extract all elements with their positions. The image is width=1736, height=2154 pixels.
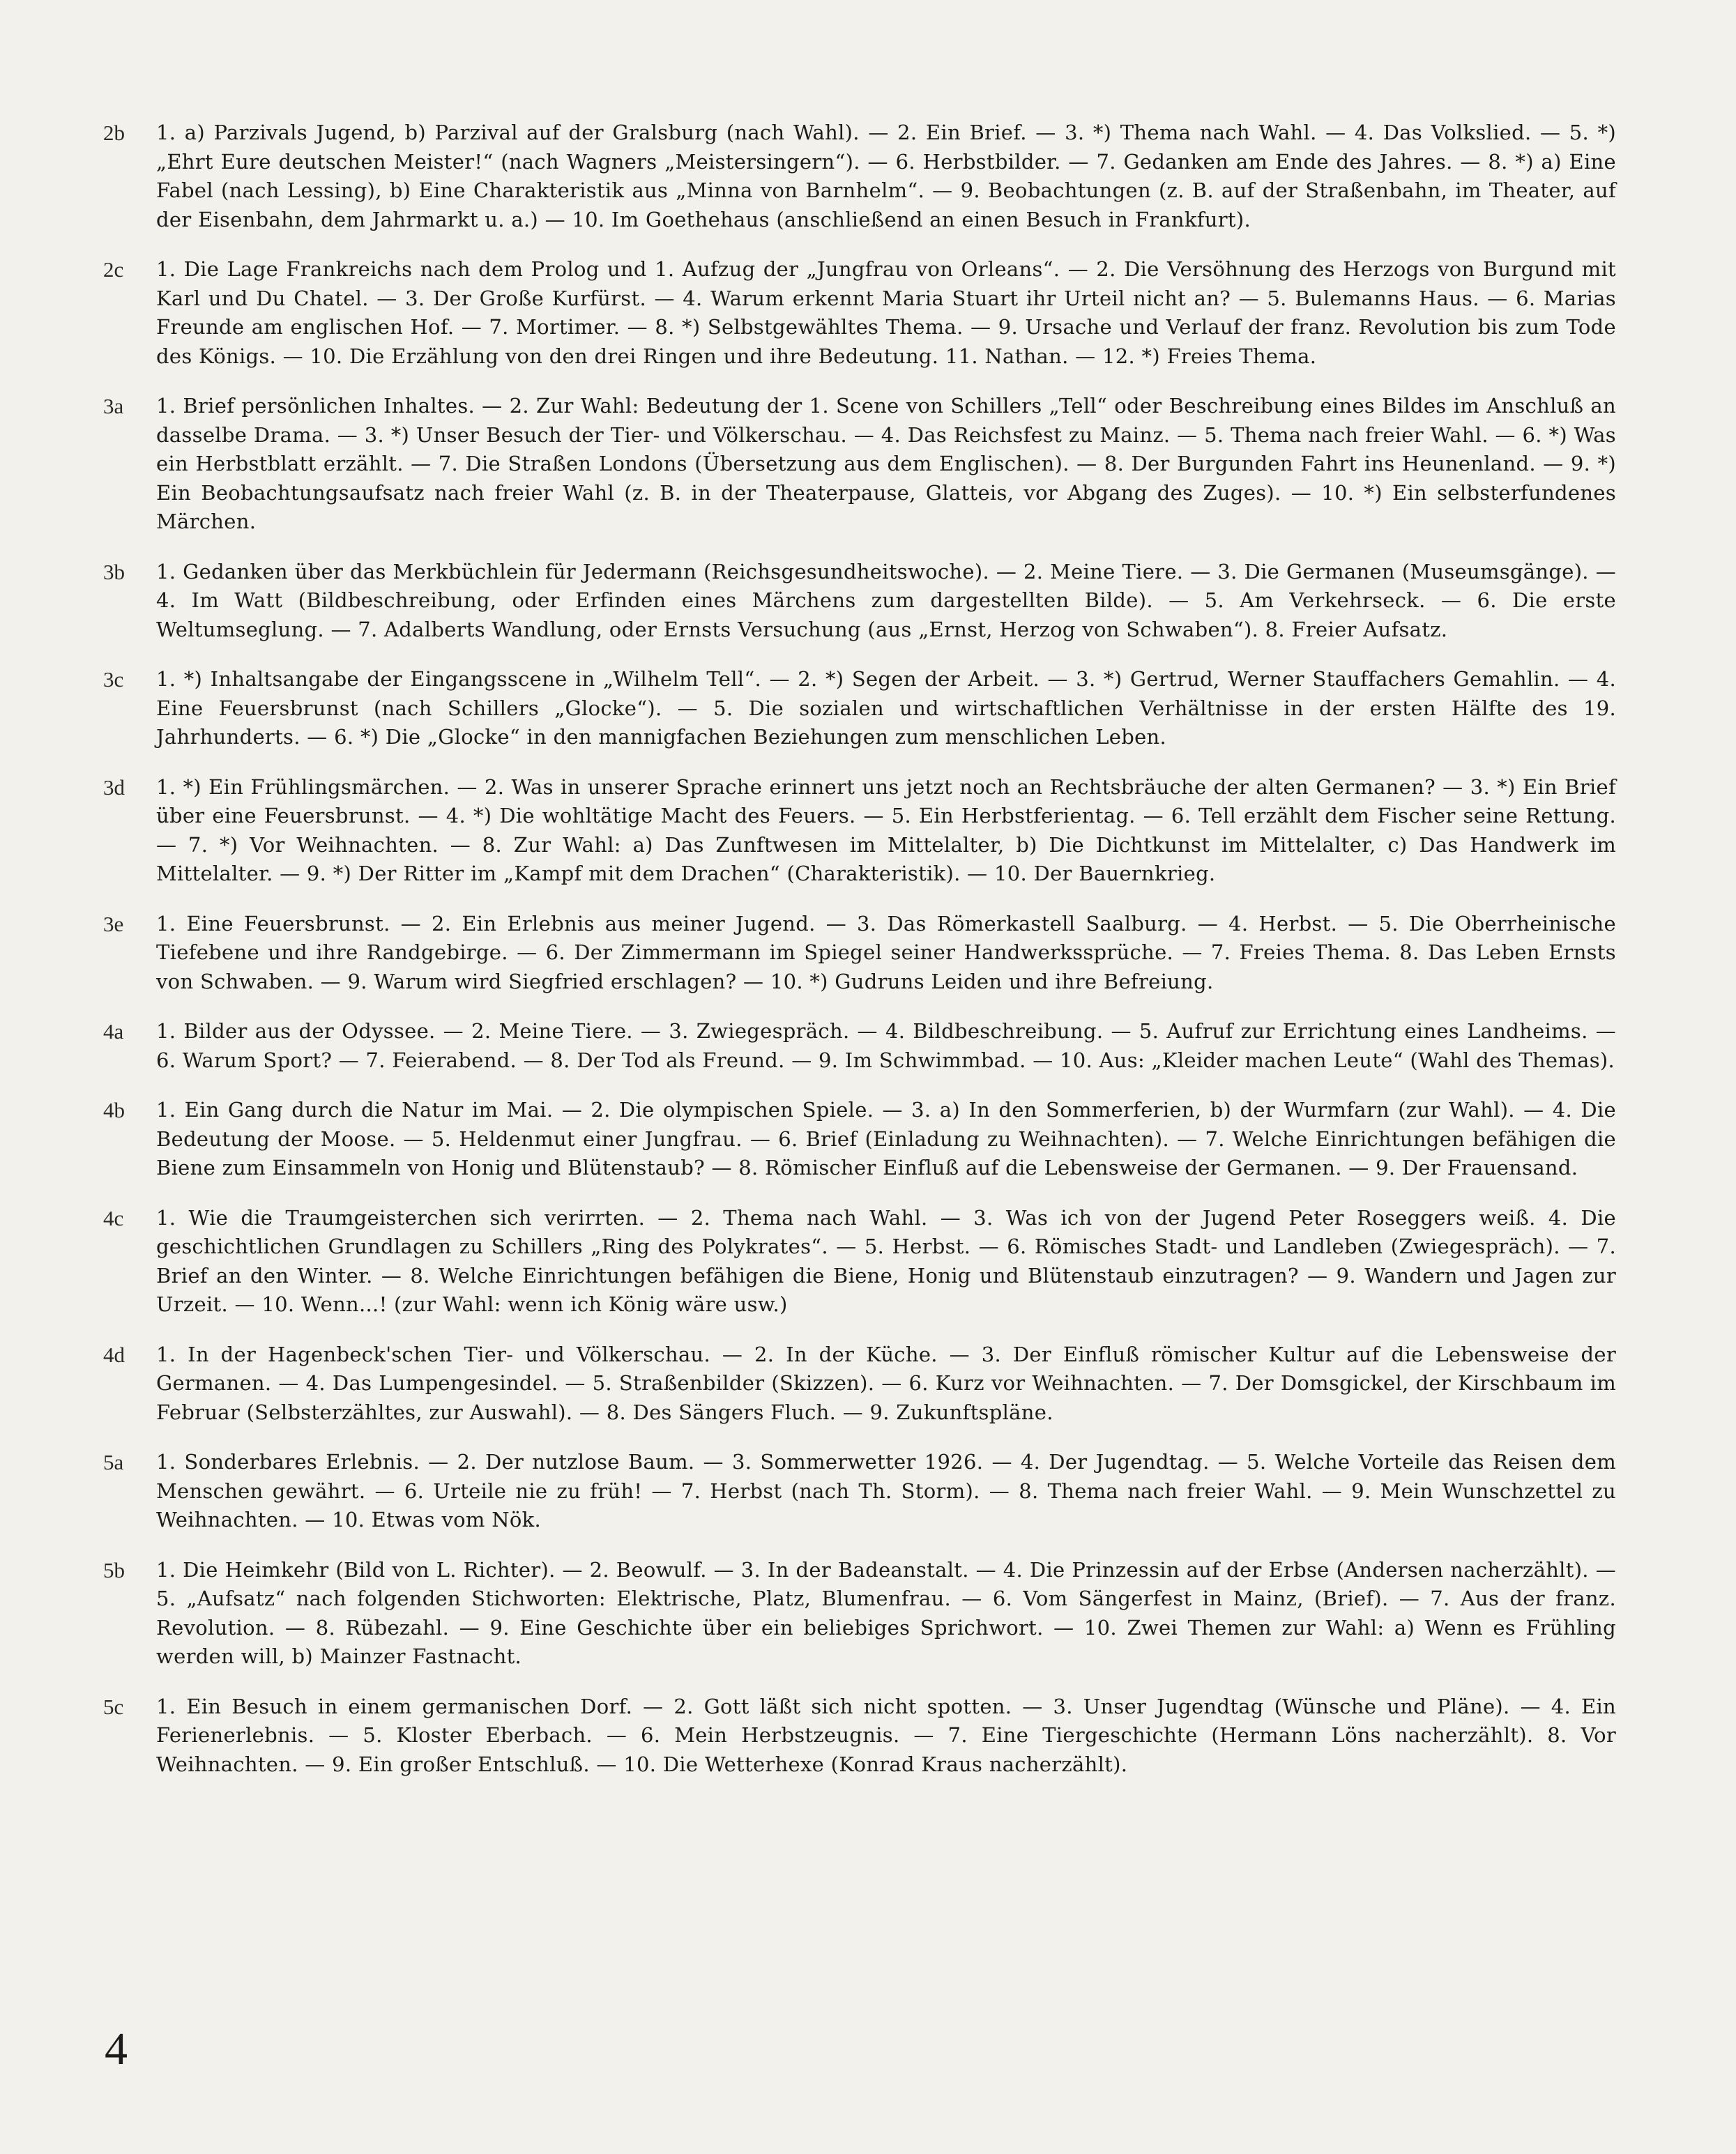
entry-4d (103, 1340, 1616, 1428)
topics-text: 1. Bilder aus der Odyssee. — 2. Meine Tiere. — 3. Zwiegespräch. — 4. Bildbeschreibung. — 5. Aufruf zur Errichtung eines Landheims. — 6. Warum Sport? — 7. Feierabend. — 8. Der Tod als Freund. — 9. Im Schwimmbad. — 10. Aus: „Kleider machen Leute“ (Wahl des Themas). (156, 1019, 1616, 1072)
entry-3e (103, 910, 1616, 997)
entry-3a (103, 392, 1616, 537)
topics-text: 1. *) Ein Frühlingsmärchen. — 2. Was in unserer Sprache erinnert uns jetzt noch an Rechtsbräuche der alten Germanen? — 3. *) Ein Brief über eine Feuersbrunst. — 4. *) Die wohltätige Macht des Feuers. — 5. Ein Herbstferientag. — 6. Tell erzählt dem Fischer seine Rettung. — 7. *) Vor Weihnachten. — 8. Zur Wahl: a) Das Zunftwesen im Mittelalter, b) Die Dichtkunst im Mittelalter, c) Das Handwerk im Mittelalter. — 9. *) Der Ritter im „Kampf mit dem Drachen“ (Charakteristik). — 10. Der Bauernkrieg. (156, 774, 1616, 885)
topics-text: 1. *) Inhaltsangabe der Eingangsscene in „Wilhelm Tell“. — 2. *) Segen der Arbeit. — 3. *) Gertrud, Werner Stauffachers Gemahlin. — 4. Eine Feuersbrunst (nach Schillers „Glocke“). — 5. Die sozialen und wirtschaftlichen Verhältnisse in der ersten Hälfte des 19. Jahrhunderts. — 6. *) Die „Glocke“ in den mannigfachen Beziehungen zum menschlichen Leben. (156, 667, 1616, 749)
topics-text: 1. Sonderbares Erlebnis. — 2. Der nutzlose Baum. — 3. Sommerwetter 1926. — 4. Der Jugendtag. — 5. Welche Vorteile das Reisen dem Menschen gewährt. — 6. Urteile nie zu früh! — 7. Herbst (nach Th. Storm). — 8. Thema nach freier Wahl. — 9. Mein Wunschzettel zu Weihnachten. — 10. Etwas vom Nök. (156, 1450, 1616, 1532)
topics-text: 1. Ein Gang durch die Natur im Mai. — 2. Die olympischen Spiele. — 3. a) In den Sommerferien, b) der Wurmfarn (zur Wahl). — 4. Die Bedeutung der Moose. — 5. Heldenmut einer Jungfrau. — 6. Brief (Einladung zu Weihnachten). — 7. Welche Einrichtungen befähigen die Biene zum Einsammeln von Honig und Blütenstaub? — 8. Römischer Einfluß auf die Lebensweise der Germanen. — 9. Der Frauensand. (156, 1098, 1616, 1179)
topics-text: 1. Ein Besuch in einem germanischen Dorf. — 2. Gott läßt sich nicht spotten. — 3. Unser Jugendtag (Wünsche und Pläne). — 4. Ein Ferienerlebnis. — 5. Kloster Eberbach. — 6. Mein Herbstzeugnis. — 7. Eine Tiergeschichte (Hermann Löns nacherzählt). 8. Vor Weihnachten. — 9. Ein großer Entschluß. — 10. Die Wetterhexe (Konrad Kraus nacherzählt). (156, 1694, 1616, 1776)
class-label: 3d (103, 774, 125, 800)
topics-text: 1. a) Parzivals Jugend, b) Parzival auf der Gralsburg (nach Wahl). — 2. Ein Brief. — 3. *) Thema nach Wahl. — 4. Das Volkslied. — 5. *) „Ehrt Eure deutschen Meister!“ (nach Wagners „Meistersingern“). — 6. Herbstbilder. — 7. Gedanken am Ende des Jahres. — 8. *) a) Eine Fabel (nach Lessing), b) Eine Charakteristik aus „Minna von Barnhelm“. — 9. Beobachtungen (z. B. auf der Straßenbahn, im Theater, auf der Eisenbahn, dem Jahrmarkt u. a.) — 10. Im Goethehaus (anschließend an einen Besuch in Frankfurt). (156, 121, 1616, 231)
entry-2b (103, 119, 1616, 234)
class-label: 3a (103, 394, 124, 418)
entry-4c (103, 1204, 1616, 1320)
page-number: 4 (105, 2024, 128, 2075)
entry-5c (103, 1693, 1616, 1780)
topics-text: 1. Wie die Traumgeisterchen sich verirrten. — 2. Thema nach Wahl. — 3. Was ich von der Jugend Peter Roseggers weiß. 4. Die geschichtlichen Grundlagen zu Schillers „Ring des Polykrates“. — 5. Herbst. — 6. Römisches Stadt- und Landleben (Zwiegespräch). — 7. Brief an den Winter. — 8. Welche Einrichtungen befähigen die Biene, Honig und Blütenstaub einzutragen? — 9. Wandern und Jagen zur Urzeit. — 10. Wenn...! (zur Wahl: wenn ich König wäre usw.) (156, 1205, 1616, 1316)
entry-5a (103, 1448, 1616, 1535)
class-label: 2c (103, 257, 124, 282)
class-label: 3e (103, 911, 124, 936)
entry-3b (103, 558, 1616, 645)
entry-5b (103, 1556, 1616, 1672)
topics-text: 1. In der Hagenbeck'schen Tier- und Völkerschau. — 2. In der Küche. — 3. Der Einfluß römischer Kultur auf die Lebensweise der Germanen. — 4. Das Lumpengesindel. — 5. Straßenbilder (Skizzen). — 6. Kurz vor Weihnachten. — 7. Der Domsgickel, der Kirschbaum im Februar (Selbsterzähltes, zur Auswahl). — 8. Des Sängers Fluch. — 9. Zukunftspläne. (156, 1342, 1616, 1424)
class-label: 4b (103, 1098, 125, 1122)
class-label: 4c (103, 1205, 124, 1230)
topics-text: 1. Brief persönlichen Inhaltes. — 2. Zur Wahl: Bedeutung der 1. Scene von Schillers „Tell“ oder Beschreibung eines Bildes im Anschluß an dasselbe Drama. — 3. *) Unser Besuch der Tier- und Völkerschau. — 4. Das Reichsfest zu Mainz. — 5. Thema nach freier Wahl. — 6. *) Was ein Herbstblatt erzählt. — 7. Die Straßen Londons (Übersetzung aus dem Englischen). — 8. Der Burgunden Fahrt ins Heunenland. — 9. *) Ein Beobachtungsaufsatz nach freier Wahl (z. B. in der Theaterpause, Glatteis, vor Abgang des Zuges). — 10. *) Ein selbsterfundenes Märchen. (156, 394, 1616, 533)
entry-3c (103, 665, 1616, 752)
class-label: 5a (103, 1450, 124, 1474)
topics-text: 1. Die Heimkehr (Bild von L. Richter). — 2. Beowulf. — 3. In der Badeanstalt. — 4. Die Prinzessin auf der Erbse (Andersen nacherzählt). — 5. „Aufsatz“ nach folgenden Stichworten: Elektrische, Platz, Blumenfrau. — 6. Vom Sängerfest in Mainz, (Brief). — 7. Aus der franz. Revolution. — 8. Rübezahl. — 9. Eine Geschichte über ein beliebiges Sprichwort. — 10. Zwei Themen zur Wahl: a) Wenn es Frühling werden will, b) Mainzer Fastnacht. (156, 1557, 1616, 1668)
topics-text: 1. Eine Feuersbrunst. — 2. Ein Erlebnis aus meiner Jugend. — 3. Das Römerkastell Saalburg. — 4. Herbst. — 5. Die Oberrheinische Tiefebene und ihre Randgebirge. — 6. Der Zimmermann im Spiegel seiner Handwerkssprüche. — 7. Freies Thema. 8. Das Leben Ernsts von Schwaben. — 9. Warum wird Siegfried erschlagen? — 10. *) Gudruns Leiden und ihre Befreiung. (156, 911, 1616, 993)
entry-3d (103, 773, 1616, 889)
class-label: 2b (103, 121, 125, 145)
class-label: 5c (103, 1694, 124, 1719)
entry-4a (103, 1017, 1616, 1075)
class-label: 3c (103, 667, 124, 692)
class-label: 5b (103, 1557, 125, 1582)
entry-4b (103, 1096, 1616, 1183)
topics-text: 1. Gedanken über das Merkbüchlein für Jedermann (Reichsgesundheitswoche). — 2. Meine Tiere. — 3. Die Germanen (Museumsgänge). — 4. Im Watt (Bildbeschreibung, oder Erfinden eines Märchens zum dargestellten Bilde). — 5. Am Verkehrseck. — 6. Die erste Weltumseglung. — 7. Adalberts Wandlung, oder Ernsts Versuchung (aus „Ernst, Herzog von Schwaben“). 8. Freier Aufsatz. (156, 559, 1616, 641)
entry-2c (103, 255, 1616, 371)
essay-topics-list (103, 119, 1616, 1800)
class-label: 4d (103, 1342, 125, 1367)
class-label: 4a (103, 1019, 124, 1044)
topics-text: 1. Die Lage Frankreichs nach dem Prolog und 1. Aufzug der „Jungfrau von Orleans“. — 2. Die Versöhnung des Herzogs von Burgund mit Karl und Du Chatel. — 3. Der Große Kurfürst. — 4. Warum erkennt Maria Stuart ihr Urteil nicht an? — 5. Bulemanns Haus. — 6. Marias Freunde am englischen Hof. — 7. Mortimer. — 8. *) Selbstgewähltes Thema. — 9. Ursache und Verlauf der franz. Revolution bis zum Tode des Königs. — 10. Die Erzählung von den drei Ringen und ihre Bedeutung. 11. Nathan. — 12. *) Freies Thema. (156, 257, 1616, 368)
class-label: 3b (103, 559, 125, 584)
